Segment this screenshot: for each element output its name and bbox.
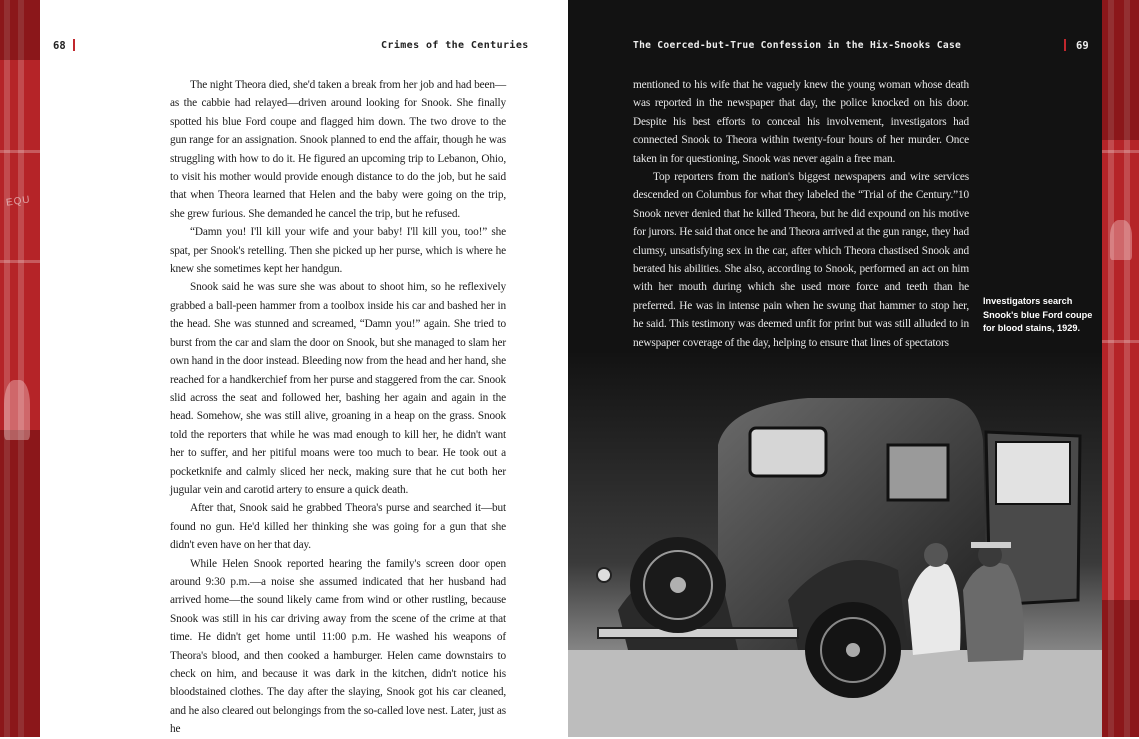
paragraph: The night Theora died, she'd taken a break from her job and had been—as the cabbie had relayed—driven around looking for Snook. She finally spotted his blue Ford coupe and flagged him down. The two drove to the gun range for an assignation. Snook planned to end the affair, though he was struggling with how to do it. He figured an upcoming trip to Lebanon, Ohio, to visit his mother would provide enough distance to do the job, but he said that when Theora learned that Helen and the baby were going on the trip, she grew furious. She demanded he cancel the trip, but he refused.	[170, 79, 506, 220]
paragraph: After that, Snook said he grabbed Theora's purse and searched it—but found no gun. He'd killed her thinking she was going for a gun that she didn't even have on her that day.	[170, 502, 506, 552]
folio-divider	[73, 39, 75, 51]
facade-carving: EQU	[5, 194, 32, 209]
paragraph: Top reporters from the nation's biggest newspapers and wire services descended on Columbus for what they labeled the “Trial of the Century.”10 Snook never denied that he killed Theora, but he did expound on his motive for jurors. He said that once he and Theora arrived at the gun range, they had clumsy, unsatisfying sex in the car, after which Theora chastised Snook and berated his abilities. She also, according to Snook, performed an act on him with her mouth during which she used more force and teeth than he preferred. He was in intense pain when he swung that hammer to stop her, he said. This testimony was deemed unfit for print but was still alluded to in newspaper coverage of the day, helping to ensure that lines of spectators	[633, 171, 969, 349]
vintage-car-photo	[568, 350, 1102, 737]
paragraph: “Damn you! I'll kill your wife and your baby! I'll kill you, too!” she spat, per Snook's retelling. Then she picked up her purse, which is where he knew she sometimes kept her handgun.	[170, 226, 506, 276]
folio-divider	[1064, 39, 1066, 51]
page-number: 69	[1076, 40, 1089, 52]
body-text	[170, 76, 506, 739]
paragraph: Snook said he was sure she was about to shoot him, so he reflexively grabbed a ball-peen hammer from a toolbox inside his car and bashed her in the head. She was stunned and screamed, “Damn you!” again. She tried to burst from the car and slam the door on Snook, but she managed to slam her own hand in the door instead. Bleeding now from the head and her hand, she reached for a handkerchief from her purse and staggered from the car. Snook slid across the seat and followed her, bashing her again and again in the head. Somehow, she was still alive, groaning in a heap on the grass. Snook told the reporters that while he was mad enough to kill her, he didn't want her to suffer, and her pitiful moans were too much to bear. He took out a pocketknife and calmly sliced her neck, making sure that he cut both her jugular vein and carotid artery to ensure a quick death.	[170, 281, 506, 496]
courthouse-facade-image	[0, 0, 40, 737]
courthouse-column-image	[1102, 0, 1139, 737]
body-text	[633, 76, 969, 352]
paragraph: While Helen Snook reported hearing the family's screen door open around 9:30 p.m.—a noise she assumed indicated that her husband had arrived home—the sound likely came from wind or other rustling, because Snook was still in his car driving away from the scene of the crime at that time. He didn't get home until 11:00 p.m. He washed his weapons of Theora's blood, and then cooked a hamburger. Helen came downstairs to check on him, and because it was dark in the kitchen, didn't notice his bloodstained clothes. The day after the slaying, Snook got his car cleaned, and he also cleared out belongings from the so-called love nest. Later, just as he	[170, 557, 506, 736]
photo-caption: Investigators search Snook's blue Ford coupe for blood stains, 1929.	[983, 296, 1093, 333]
paragraph: mentioned to his wife that he vaguely knew the young woman whose death was reported in the newspaper that day, the police knocked on his door. Despite his best efforts to conceal his involvement, investigators had connected Snook to Theora within twenty-four hours of her murder. Once taken in for questioning, Snook was never again a free man.	[633, 79, 969, 165]
page-number: 68	[53, 40, 66, 52]
running-head: The Coerced-but-True Confession in the Hix-Snooks Case	[633, 40, 962, 51]
running-head: Crimes of the Centuries	[381, 40, 529, 51]
